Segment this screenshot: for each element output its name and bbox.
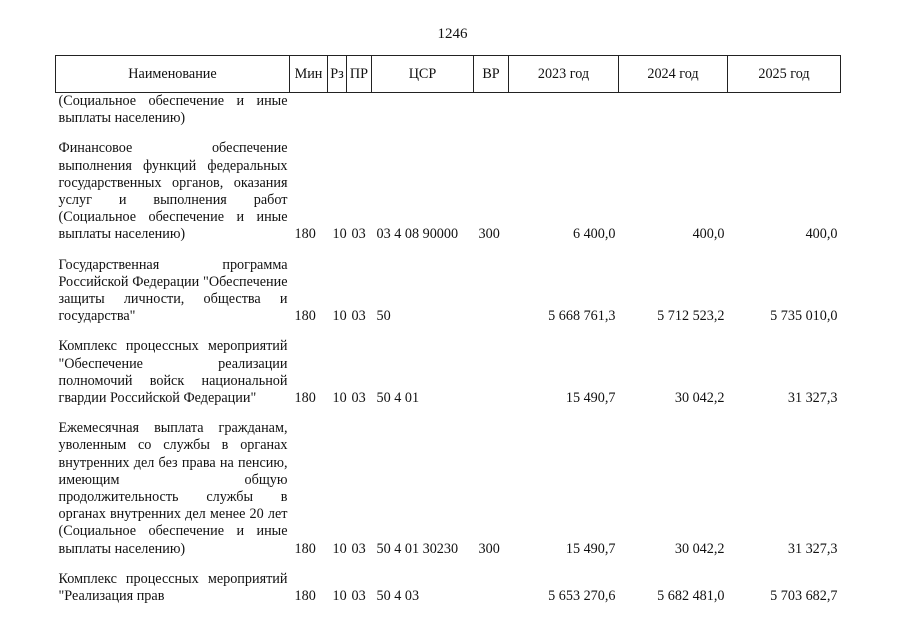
- row-pr: 03: [351, 308, 366, 325]
- row-spacer: [56, 127, 841, 140]
- row-spacer: [56, 244, 841, 257]
- row-vr: 300: [478, 226, 500, 243]
- row-pr: 03: [351, 588, 366, 605]
- row-name: Комплекс процессных мероприятий "Обеспечение реализации полномочий войск национальной гвардии Российской Федерации": [58, 338, 288, 407]
- row-2024: [619, 93, 728, 128]
- row-vr: [474, 338, 509, 407]
- row-2025: 5 703 682,7: [770, 588, 838, 605]
- header-rz: Рз: [328, 56, 347, 93]
- header-2024: 2024 год: [619, 56, 728, 93]
- row-2023: 15 490,7: [565, 540, 616, 557]
- row-min: 180: [294, 588, 316, 605]
- header-name: Наименование: [56, 56, 290, 93]
- header-csr: ЦСР: [372, 56, 474, 93]
- row-2024: 5 682 481,0: [657, 588, 725, 605]
- row-2024: 30 042,2: [674, 540, 725, 557]
- row-name: Ежемесячная выплата гражданам, уволенным со службы в органах внутренних дел без права на пенсию, имеющим общую продолжительность службы в органах внутренних дел менее 20 лет (Социальное обеспечение и иные выплаты населению): [58, 420, 288, 557]
- table-row: [56, 420, 841, 558]
- row-pr: 03: [351, 540, 366, 557]
- row-2023: 5 653 270,6: [548, 588, 616, 605]
- table-row: [56, 93, 841, 128]
- row-name: Комплекс процессных мероприятий "Реализация прав: [58, 570, 288, 605]
- row-pr: 03: [351, 226, 366, 243]
- row-2023: 6 400,0: [572, 226, 616, 243]
- row-csr: 50 4 03: [376, 588, 420, 605]
- row-2023: 15 490,7: [565, 390, 616, 407]
- row-name: Государственная программа Российской Федерации "Обеспечение защиты личности, общества и государства": [58, 256, 288, 325]
- row-csr: 03 4 08 90000: [376, 226, 459, 243]
- row-2025: [728, 93, 841, 128]
- row-min: 180: [294, 390, 316, 407]
- row-rz: 10: [332, 540, 347, 557]
- header-row: [56, 56, 841, 93]
- row-vr: [474, 571, 509, 605]
- row-pr: [347, 93, 372, 128]
- header-min: Мин: [290, 56, 328, 93]
- row-min: 180: [294, 540, 316, 557]
- row-pr: 03: [351, 390, 366, 407]
- row-2024: 30 042,2: [674, 390, 725, 407]
- row-rz: 10: [332, 390, 347, 407]
- table-row: [56, 140, 841, 243]
- row-rz: 10: [332, 588, 347, 605]
- table-row: [56, 571, 841, 605]
- row-csr: 50: [376, 308, 391, 325]
- row-vr: [474, 257, 509, 326]
- page-number: 1246: [437, 26, 468, 42]
- header-vr: ВР: [474, 56, 509, 93]
- header-2023: 2023 год: [509, 56, 619, 93]
- row-2025: 31 327,3: [787, 540, 838, 557]
- row-name: Финансовое обеспечение выполнения функций федеральных государственных органов, оказания услуг и выполнения работ (Социальное обеспечение и иные выплаты населению): [58, 140, 288, 243]
- table-row: [56, 338, 841, 407]
- row-2025: 5 735 010,0: [770, 308, 838, 325]
- header-pr: ПР: [347, 56, 372, 93]
- budget-table: [55, 55, 841, 605]
- row-min: [290, 93, 328, 128]
- row-spacer: [56, 325, 841, 338]
- row-2025: 400,0: [805, 226, 838, 243]
- row-csr: 50 4 01: [376, 390, 420, 407]
- row-2023: [509, 93, 619, 128]
- row-vr: 300: [478, 540, 500, 557]
- row-min: 180: [294, 308, 316, 325]
- row-name: (Социальное обеспечение и иные выплаты населению): [58, 93, 288, 127]
- row-2024: 400,0: [692, 226, 725, 243]
- header-2025: 2025 год: [728, 56, 841, 93]
- row-rz: 10: [332, 308, 347, 325]
- row-2025: 31 327,3: [787, 390, 838, 407]
- row-2023: 5 668 761,3: [548, 308, 616, 325]
- row-vr: [474, 93, 509, 128]
- row-spacer: [56, 558, 841, 571]
- row-csr: [372, 93, 474, 128]
- row-spacer: [56, 407, 841, 420]
- table-row: [56, 257, 841, 326]
- row-rz: [328, 93, 347, 128]
- row-min: 180: [294, 226, 316, 243]
- row-rz: 10: [332, 226, 347, 243]
- row-csr: 50 4 01 30230: [376, 540, 459, 557]
- row-2024: 5 712 523,2: [657, 308, 725, 325]
